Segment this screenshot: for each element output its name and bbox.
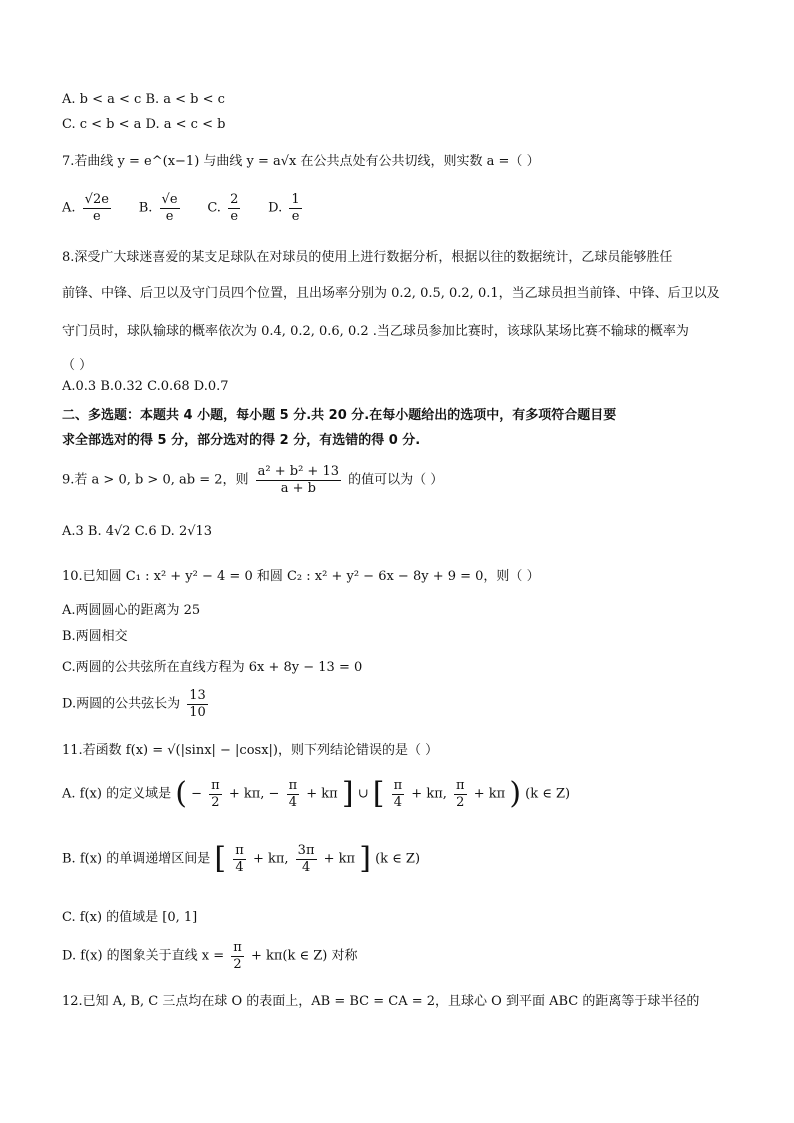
q8-line4: （ ） [62, 358, 93, 373]
q10-option-d: D.两圆的公共弦长为 $\frac{13}{10}$ [62, 688, 206, 720]
q10-stem: 10.已知圆 C₁ : x² + y² − 4 = 0 和圆 C₂ : x² + y² − 6x − 8y + 9 = 0，则（ ） [62, 569, 540, 584]
q11-option-b: B. f(x) 的单调递增区间是 [ $\frac{\pi}{4}$ + kπ, $\frac{3\pi}{4}$ + kπ ] (k ∈ Z) [62, 841, 421, 877]
section2-heading-line2: 求全部选对的得 5 分，部分选对的得 2 分，有选错的得 0 分. [62, 433, 421, 448]
q11-option-d: D. f(x) 的图象关于直线 x = $\frac{\pi}{2}$ + kπ(k ∈ Z) 对称 [62, 940, 358, 972]
q7-options: A. $\frac{√2e}{e}$ B. $\frac{√e}{e}$ C. $\frac{2}{e}$ D. $\frac{1}{e}$ [62, 192, 300, 224]
q12-stem: 12.已知 A, B, C 三点均在球 O 的表面上，AB = BC = CA = 2，且球心 O 到平面 ABC 的距离等于球半径的 [62, 994, 700, 1009]
right-bracket: ] [359, 841, 371, 877]
left-bracket: [ [372, 776, 385, 812]
q10-option-a: A.两圆圆心的距离为 25 [62, 603, 201, 618]
q10-option-b: B.两圆相交 [62, 629, 128, 644]
section2-heading-line1: 二、多选题：本题共 4 小题，每小题 5 分.共 20 分.在每小题给出的选项中，有多项符合题目要 [62, 408, 617, 423]
q10-option-c: C.两圆的公共弦所在直线方程为 6x + 8y − 13 = 0 [62, 660, 363, 675]
q8-options: A.0.3 B.0.32 C.0.68 D.0.7 [62, 379, 229, 394]
q11-option-c: C. f(x) 的值域是 [0, 1] [62, 910, 198, 925]
right-paren: ) [509, 776, 522, 812]
q9-fraction: $\frac{\text{a² + b² + 13}}{a + b}$ [257, 464, 339, 496]
left-paren: ( [175, 776, 187, 812]
q6-options-row2: C. c < b < a D. a < c < b [62, 117, 226, 132]
q8-line3: 守门员时，球队输球的概率依次为 0.4, 0.2, 0.6, 0.2 .当乙球员参加比赛时，该球队某场比赛不输球的概率为 [62, 324, 689, 339]
q10-d-fraction: $\frac{13}{10}$ [189, 688, 206, 720]
q11-stem: 11.若函数 f(x) = √(|sinx| − |cosx|)，则下列结论错误的是（ ） [62, 743, 439, 758]
q7-stem: 7.若曲线 y = e^(x−1) 与曲线 y = a√x 在公共点处有公共切线，则实数 a =（ ） [62, 154, 540, 169]
q9-options: A.3 B. 4√2 C.6 D. 2√13 [62, 524, 213, 539]
right-bracket: ] [341, 776, 354, 812]
q11-option-a: A. f(x) 的定义域是 ( − $\frac{\pi}{2}$ + kπ, − $\frac{\pi}{4}$ + kπ ] ∪ [ $\frac{\pi}{4}$ + kπ, $\frac{\pi}{2}$ + kπ ) (k ∈ Z) [62, 776, 571, 812]
q8-line1: 8.深受广大球迷喜爱的某支足球队在对球员的使用上进行数据分析，根据以往的数据统计，乙球员能够胜任 [62, 250, 673, 265]
q7-option-d-fraction: $\frac{1}{e}$ [291, 192, 300, 224]
q9-stem: 9.若 a > 0, b > 0, ab = 2，则 $\frac{\text{a² + b² + 13}}{a + b}$ 的值可以为（ ） [62, 464, 444, 496]
left-bracket: [ [214, 841, 227, 877]
q7-option-b-fraction: $\frac{√e}{e}$ [161, 192, 178, 224]
q7-option-c-fraction: $\frac{2}{e}$ [230, 192, 239, 224]
q6-options-row1: A. b < a < c B. a < b < c [62, 92, 225, 107]
q8-line2: 前锋、中锋、后卫以及守门员四个位置，且出场率分别为 0.2, 0.5, 0.2, 0.1，当乙球员担当前锋、中锋、后卫以及 [62, 286, 720, 301]
q7-option-a-fraction: $\frac{√2e}{e}$ [84, 192, 109, 224]
